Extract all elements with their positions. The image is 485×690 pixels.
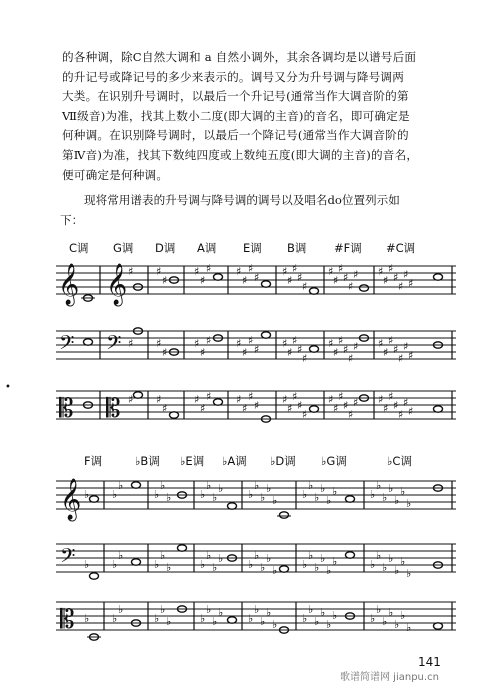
svg-text:♯: ♯ bbox=[292, 262, 298, 275]
svg-text:♯: ♯ bbox=[393, 271, 399, 284]
svg-text:♯: ♯ bbox=[297, 399, 303, 412]
svg-text:♭: ♭ bbox=[370, 612, 376, 625]
body-paragraph bbox=[62, 48, 454, 185]
svg-text:♭: ♭ bbox=[166, 491, 172, 504]
svg-text:♭: ♭ bbox=[212, 491, 218, 504]
svg-text:♭: ♭ bbox=[84, 488, 90, 501]
svg-text:♯: ♯ bbox=[328, 393, 334, 406]
svg-text:♯: ♯ bbox=[343, 399, 349, 412]
svg-text:♯: ♯ bbox=[236, 393, 242, 406]
svg-text:♯: ♯ bbox=[383, 274, 389, 287]
svg-text:♭: ♭ bbox=[382, 615, 388, 628]
svg-text:♭: ♭ bbox=[260, 561, 266, 574]
key-label: A调 bbox=[197, 241, 217, 255]
flat-alto-staff bbox=[56, 596, 456, 642]
svg-text:♯: ♯ bbox=[194, 265, 200, 278]
svg-text:♯: ♯ bbox=[343, 271, 349, 284]
svg-text:♭: ♭ bbox=[154, 612, 160, 625]
svg-text:♭: ♭ bbox=[326, 618, 332, 631]
svg-text:♭: ♭ bbox=[266, 606, 272, 619]
side-mark: • bbox=[5, 382, 11, 393]
key-label: F调 bbox=[84, 454, 103, 468]
svg-text:♯: ♯ bbox=[388, 334, 394, 347]
svg-text:♯: ♯ bbox=[194, 393, 200, 406]
svg-text:♯: ♯ bbox=[302, 408, 308, 421]
svg-text:♭: ♭ bbox=[218, 606, 224, 619]
svg-text:♯: ♯ bbox=[200, 402, 206, 415]
svg-text:♭: ♭ bbox=[84, 558, 90, 571]
svg-text:♭: ♭ bbox=[118, 603, 124, 616]
svg-text:♭: ♭ bbox=[212, 615, 218, 628]
svg-text:♯: ♯ bbox=[282, 265, 288, 278]
svg-text:♭: ♭ bbox=[302, 612, 308, 625]
body-line: Ⅶ级音)为准，找其上数小二度(即大调的主音)的音名，即可确定是 bbox=[62, 108, 410, 123]
svg-text:♭: ♭ bbox=[200, 612, 206, 625]
svg-text:♭: ♭ bbox=[376, 479, 382, 492]
key-label: D调 bbox=[155, 241, 176, 255]
svg-text:♯: ♯ bbox=[236, 337, 242, 350]
svg-text:♭: ♭ bbox=[112, 488, 118, 501]
key-label: ♭C调 bbox=[387, 454, 412, 468]
svg-text:♭: ♭ bbox=[112, 612, 118, 625]
treble-clef-icon: 𝄞 bbox=[106, 264, 128, 305]
sharp-treble-staff bbox=[56, 260, 456, 305]
svg-text:♯: ♯ bbox=[292, 390, 298, 403]
svg-text:♯: ♯ bbox=[287, 402, 293, 415]
key-label: ♭E调 bbox=[180, 454, 205, 468]
body-line: 大类。在识别升号调时，以最后一个升记号(通常当作大调音阶的第 bbox=[62, 89, 409, 104]
svg-text:♯: ♯ bbox=[403, 396, 409, 409]
svg-text:♯: ♯ bbox=[333, 274, 339, 287]
svg-text:♯: ♯ bbox=[194, 337, 200, 350]
svg-text:♭: ♭ bbox=[118, 549, 124, 562]
svg-text:♭: ♭ bbox=[376, 603, 382, 616]
svg-text:♭: ♭ bbox=[160, 479, 166, 492]
svg-text:♯: ♯ bbox=[378, 337, 384, 350]
svg-text:♯: ♯ bbox=[403, 268, 409, 281]
svg-text:♭: ♭ bbox=[382, 561, 388, 574]
svg-text:♯: ♯ bbox=[162, 346, 168, 359]
svg-text:♯: ♯ bbox=[248, 262, 254, 275]
treble-clef-icon: 𝄞 bbox=[60, 479, 82, 520]
svg-text:♭: ♭ bbox=[332, 485, 338, 498]
svg-text:♯: ♯ bbox=[398, 280, 404, 293]
svg-text:♯: ♯ bbox=[297, 271, 303, 284]
intro-line: 现将常用谱表的升号调与降号调的调号以及唱名do位置列示如 bbox=[84, 193, 400, 207]
intro-paragraph bbox=[62, 191, 454, 230]
svg-text:♯: ♯ bbox=[302, 352, 308, 365]
body-line: 第Ⅳ音)为准，找其下数纯四度或上数纯五度(即大调的主音)的音名， bbox=[62, 147, 419, 162]
bass-clef-icon: 𝄢 bbox=[60, 544, 76, 572]
svg-text:♯: ♯ bbox=[378, 393, 384, 406]
svg-text:♯: ♯ bbox=[128, 265, 134, 278]
svg-text:♭: ♭ bbox=[382, 491, 388, 504]
svg-text:♯: ♯ bbox=[383, 346, 389, 359]
svg-text:♭: ♭ bbox=[266, 552, 272, 565]
svg-text:♯: ♯ bbox=[248, 334, 254, 347]
svg-text:♭: ♭ bbox=[248, 558, 254, 571]
svg-text:♯: ♯ bbox=[408, 349, 414, 362]
svg-text:♯: ♯ bbox=[162, 274, 168, 287]
svg-text:♯: ♯ bbox=[254, 271, 260, 284]
svg-text:♯: ♯ bbox=[393, 343, 399, 356]
svg-text:♭: ♭ bbox=[254, 603, 260, 616]
flat-bass-staff bbox=[56, 538, 456, 580]
svg-text:♭: ♭ bbox=[212, 561, 218, 574]
svg-text:♭: ♭ bbox=[200, 558, 206, 571]
page-number: 141 bbox=[418, 655, 441, 669]
body-line: 的各种调，除C自然大调和 a 自然小调外，其余各调均是以谱号后面 bbox=[62, 50, 417, 64]
alto-clef-icon: 𝄡 bbox=[60, 605, 75, 635]
svg-text:♯: ♯ bbox=[282, 337, 288, 350]
svg-text:♭: ♭ bbox=[320, 552, 326, 565]
svg-text:♯: ♯ bbox=[383, 402, 389, 415]
key-label: E调 bbox=[243, 241, 262, 255]
svg-text:♭: ♭ bbox=[370, 488, 376, 501]
svg-text:♭: ♭ bbox=[160, 603, 166, 616]
svg-text:♭: ♭ bbox=[332, 609, 338, 622]
svg-text:♭: ♭ bbox=[308, 603, 314, 616]
svg-text:♯: ♯ bbox=[206, 334, 212, 347]
svg-text:♯: ♯ bbox=[128, 337, 134, 350]
svg-text:♭: ♭ bbox=[400, 555, 406, 568]
svg-text:♯: ♯ bbox=[408, 277, 414, 290]
sharp-alto-staff bbox=[56, 385, 456, 427]
svg-text:♯: ♯ bbox=[403, 340, 409, 353]
svg-text:♯: ♯ bbox=[353, 396, 359, 409]
key-label: C调 bbox=[69, 241, 89, 255]
svg-text:♯: ♯ bbox=[156, 337, 162, 350]
svg-text:♯: ♯ bbox=[292, 334, 298, 347]
svg-text:♭: ♭ bbox=[400, 485, 406, 498]
flat-key-labels bbox=[56, 453, 456, 469]
svg-text:♯: ♯ bbox=[200, 274, 206, 287]
svg-text:♭: ♭ bbox=[272, 618, 278, 631]
svg-text:♭: ♭ bbox=[218, 482, 224, 495]
svg-text:♯: ♯ bbox=[162, 402, 168, 415]
svg-text:♯: ♯ bbox=[388, 390, 394, 403]
svg-text:♯: ♯ bbox=[254, 399, 260, 412]
svg-text:♯: ♯ bbox=[287, 274, 293, 287]
body-line: 便可确定是何种调。 bbox=[62, 167, 169, 182]
svg-text:♯: ♯ bbox=[206, 390, 212, 403]
svg-text:♭: ♭ bbox=[218, 552, 224, 565]
watermark: 歌谱简谱网 jianpu.cn bbox=[340, 672, 439, 683]
alto-clef-icon: 𝄡 bbox=[59, 394, 74, 424]
svg-text:♭: ♭ bbox=[200, 488, 206, 501]
svg-text:♯: ♯ bbox=[393, 399, 399, 412]
key-label: B调 bbox=[287, 241, 307, 255]
svg-text:♯: ♯ bbox=[348, 352, 354, 365]
svg-text:♭: ♭ bbox=[248, 612, 254, 625]
sharp-key-labels bbox=[56, 240, 456, 256]
svg-text:♭: ♭ bbox=[206, 479, 212, 492]
flat-signatures bbox=[84, 603, 411, 634]
alto-clef-icon: 𝄡 bbox=[106, 394, 121, 424]
svg-text:♯: ♯ bbox=[338, 262, 344, 275]
svg-text:♯: ♯ bbox=[338, 334, 344, 347]
svg-text:♭: ♭ bbox=[370, 558, 376, 571]
key-label: ♭D调 bbox=[270, 454, 296, 468]
svg-text:♯: ♯ bbox=[200, 346, 206, 359]
svg-text:♭: ♭ bbox=[394, 494, 400, 507]
svg-text:♯: ♯ bbox=[333, 346, 339, 359]
svg-text:♭: ♭ bbox=[254, 549, 260, 562]
svg-text:♭: ♭ bbox=[308, 549, 314, 562]
svg-text:♭: ♭ bbox=[260, 615, 266, 628]
treble-clef-icon: 𝄞 bbox=[58, 264, 80, 305]
svg-text:♭: ♭ bbox=[266, 482, 272, 495]
flat-treble-staff bbox=[56, 475, 456, 519]
svg-text:♭: ♭ bbox=[272, 564, 278, 577]
svg-text:♭: ♭ bbox=[272, 494, 278, 507]
svg-text:♯: ♯ bbox=[333, 402, 339, 415]
key-label: ♭B调 bbox=[135, 454, 160, 468]
bass-clef-icon: 𝄢 bbox=[59, 331, 75, 359]
svg-text:♭: ♭ bbox=[166, 561, 172, 574]
svg-text:♭: ♭ bbox=[308, 479, 314, 492]
svg-text:♭: ♭ bbox=[332, 555, 338, 568]
svg-text:♯: ♯ bbox=[328, 337, 334, 350]
key-label: G调 bbox=[113, 241, 134, 255]
svg-text:♭: ♭ bbox=[394, 618, 400, 631]
svg-text:♭: ♭ bbox=[320, 482, 326, 495]
svg-text:♭: ♭ bbox=[254, 479, 260, 492]
svg-text:♯: ♯ bbox=[348, 280, 354, 293]
svg-text:♭: ♭ bbox=[388, 606, 394, 619]
svg-text:♭: ♭ bbox=[260, 491, 266, 504]
sharp-bass-staff bbox=[56, 325, 456, 367]
svg-text:♭: ♭ bbox=[248, 488, 254, 501]
svg-text:♭: ♭ bbox=[326, 564, 332, 577]
svg-text:♯: ♯ bbox=[242, 346, 248, 359]
svg-text:♯: ♯ bbox=[348, 408, 354, 421]
svg-text:♭: ♭ bbox=[154, 488, 160, 501]
svg-text:♯: ♯ bbox=[242, 402, 248, 415]
svg-text:♭: ♭ bbox=[406, 567, 412, 580]
svg-text:♭: ♭ bbox=[206, 549, 212, 562]
svg-text:♭: ♭ bbox=[112, 558, 118, 571]
body-line: 何种调。在识别降号调时，以最后一个降记号(通常当作大调音阶的 bbox=[62, 128, 409, 143]
svg-text:♯: ♯ bbox=[353, 340, 359, 353]
svg-text:♭: ♭ bbox=[388, 552, 394, 565]
svg-text:♭: ♭ bbox=[302, 558, 308, 571]
svg-text:♭: ♭ bbox=[326, 494, 332, 507]
svg-text:♯: ♯ bbox=[408, 405, 414, 418]
svg-text:♯: ♯ bbox=[242, 274, 248, 287]
svg-text:♭: ♭ bbox=[84, 612, 90, 625]
key-label: ♭G调 bbox=[321, 454, 347, 468]
svg-text:♭: ♭ bbox=[206, 603, 212, 616]
svg-text:♭: ♭ bbox=[314, 491, 320, 504]
svg-text:♯: ♯ bbox=[156, 265, 162, 278]
svg-text:♭: ♭ bbox=[154, 558, 160, 571]
svg-text:♯: ♯ bbox=[388, 262, 394, 275]
body-line: 的升记号或降记号的多少来表示的。调号又分为升号调与降号调两 bbox=[62, 69, 405, 84]
key-label: #C调 bbox=[386, 241, 416, 255]
svg-text:♯: ♯ bbox=[254, 343, 260, 356]
svg-text:♭: ♭ bbox=[388, 482, 394, 495]
svg-text:♯: ♯ bbox=[236, 265, 242, 278]
svg-text:♯: ♯ bbox=[353, 268, 359, 281]
svg-text:♯: ♯ bbox=[206, 262, 212, 275]
svg-text:♯: ♯ bbox=[398, 352, 404, 365]
svg-text:♭: ♭ bbox=[166, 615, 172, 628]
svg-text:♭: ♭ bbox=[376, 549, 382, 562]
svg-text:♯: ♯ bbox=[282, 393, 288, 406]
svg-text:♯: ♯ bbox=[378, 265, 384, 278]
svg-text:♯: ♯ bbox=[302, 280, 308, 293]
svg-text:♭: ♭ bbox=[406, 497, 412, 510]
svg-text:♭: ♭ bbox=[320, 606, 326, 619]
svg-text:♭: ♭ bbox=[160, 549, 166, 562]
key-label: ♭A调 bbox=[222, 454, 247, 468]
svg-text:♯: ♯ bbox=[398, 408, 404, 421]
svg-text:♭: ♭ bbox=[394, 564, 400, 577]
svg-text:♭: ♭ bbox=[406, 621, 412, 634]
svg-text:♭: ♭ bbox=[314, 615, 320, 628]
svg-text:♭: ♭ bbox=[400, 609, 406, 622]
svg-text:♭: ♭ bbox=[314, 561, 320, 574]
svg-text:♯: ♯ bbox=[338, 390, 344, 403]
svg-text:♭: ♭ bbox=[302, 488, 308, 501]
bass-clef-icon: 𝄢 bbox=[106, 331, 122, 359]
key-label: #F调 bbox=[334, 241, 362, 255]
svg-text:♯: ♯ bbox=[248, 390, 254, 403]
svg-text:♯: ♯ bbox=[287, 346, 293, 359]
svg-text:♭: ♭ bbox=[118, 479, 124, 492]
svg-text:♯: ♯ bbox=[128, 393, 134, 406]
svg-text:♯: ♯ bbox=[343, 343, 349, 356]
svg-text:♯: ♯ bbox=[297, 343, 303, 356]
intro-line: 下： bbox=[60, 212, 84, 227]
svg-text:♯: ♯ bbox=[328, 265, 334, 278]
svg-text:♯: ♯ bbox=[156, 393, 162, 406]
